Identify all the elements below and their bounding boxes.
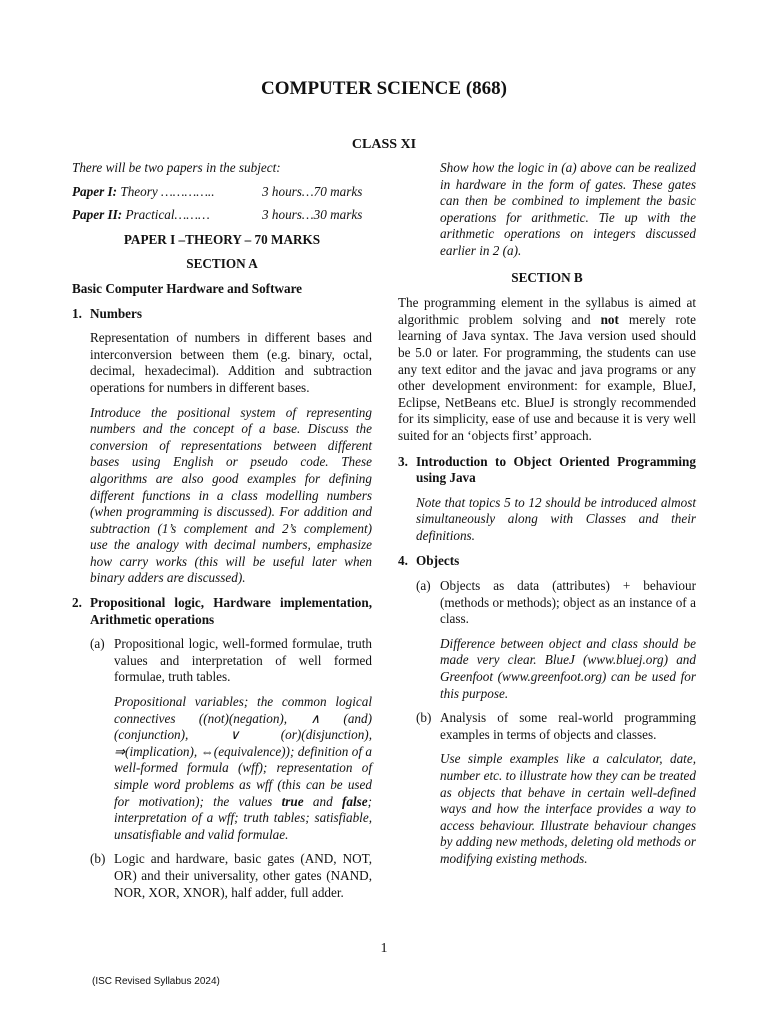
item4-number: 4. <box>398 553 408 569</box>
item4-title: Objects <box>416 553 460 569</box>
item2b-marker: (b) <box>90 851 106 867</box>
item1-title: Numbers <box>90 305 143 321</box>
item3-number: 3. <box>398 453 408 469</box>
left-column <box>72 160 372 901</box>
item2-number: 2. <box>72 595 82 611</box>
item2a-note-part2: ; interpretation of a wff; truth tables; satisfiable, unsatisfiable and valid formulae. <box>114 793 373 842</box>
section-a-heading: SECTION A <box>186 256 258 272</box>
item2a-note <box>72 694 372 843</box>
topic-heading: Basic Computer Hardware and Software <box>72 280 303 296</box>
item4a-note: Difference between object and class should be made very clear. BlueJ (www.bluej.org) and Greenfoot (www.greenfoot.org) can be used for this purpose. <box>440 635 696 701</box>
document-title: COMPUTER SCIENCE (868) <box>261 78 507 99</box>
papers-intro: There will be two papers in the subject: <box>72 160 281 175</box>
false-word: false <box>341 793 368 809</box>
footer-note: (ISC Revised Syllabus 2024) <box>92 976 220 987</box>
item2a-text: Propositional logic, well-formed formulae, truth values and interpretation of well formed formulae, truth tables. <box>114 636 372 685</box>
item2a-note-part1: Propositional variables; the common logical connectives ((not)(negation), ∧ (and)(conjunction), ∨ (or)(disjunction), ⇒(implication), ⇔(equivalence)); definition of a well-formed formula (wff); representation of simple word problems as wff (this can be used for motivation); the values <box>114 694 372 809</box>
right-column <box>398 160 696 868</box>
item1-heading <box>72 306 372 323</box>
item4a-marker: (a) <box>416 578 431 594</box>
item4b-marker: (b) <box>416 710 432 726</box>
item3-heading <box>398 454 696 487</box>
paper2-time: 3 hours…30 marks <box>262 207 363 223</box>
class-heading: CLASS XI <box>351 137 417 152</box>
paper2-label: Paper II: <box>72 207 123 223</box>
paper1-time: 3 hours…70 marks <box>262 183 363 199</box>
item4b-note: Use simple examples like a calculator, date, number etc. to illustrate how they can be treated as objects that behave in certain well-defined ways and how the interface provides a way to access behaviour. Illustrate behaviour changes by adding new methods, deleting old methods or modifying existing methods. <box>440 751 696 866</box>
item3-title: Introduction to Object Oriented Programming using Java <box>416 453 696 486</box>
item4-heading <box>398 553 696 570</box>
item2a-marker: (a) <box>90 636 105 652</box>
paper1-label: Paper I: <box>72 183 118 199</box>
item1-text: Representation of numbers in different bases and interconversion between them (e.g. binary, octal, decimal, hexadecimal). Addition and subtraction operations for numbers in different bases. <box>90 330 372 395</box>
item2-title: Propositional logic, Hardware implementation, Arithmetic operations <box>90 595 372 627</box>
paper-heading: PAPER I –THEORY – 70 MARKS <box>123 231 321 247</box>
not-word: not <box>600 311 619 327</box>
paper1-name: Theory ………….. <box>117 183 215 199</box>
item4b-text: Analysis of some real-world programming examples in terms of objects and classes. <box>440 710 696 742</box>
item2a <box>72 636 372 686</box>
item3-note: Note that topics 5 to 12 should be introduced almost simultaneously along with Classes and their definitions. <box>416 494 696 543</box>
item2-heading <box>72 595 372 628</box>
section-b-text-part1: The programming element in the syllabus is aimed at algorithmic problem solving and <box>398 295 696 327</box>
item2b-text: Logic and hardware, basic gates (AND, NOT, OR) and their universality, other gates (NAND, NOR, XOR, XNOR), half adder, full adder. <box>114 851 372 900</box>
item4a-text: Objects as data (attributes) + behaviour (methods or methods); object as an instance of a class. <box>440 578 696 627</box>
section-b-text-part2: merely rote learning of Java syntax. The Java version used should be 5.0 or later. For programming, the students can use any text editor and the javac and java programs or any other development environment: for example, BlueJ, Eclipse, NetBeans etc. BlueJ is strongly recommended for its simplicity, ease of use and because it is very well suited for an ‘objects first’ approach. <box>398 311 696 443</box>
section-b-text <box>398 295 696 444</box>
item1-number: 1. <box>72 305 82 321</box>
true-word: true <box>281 793 304 809</box>
paper2-row <box>72 207 372 224</box>
gates-note: Show how the logic in (a) above can be realized in hardware in the form of gates. These gates can then be combined to implement the basic operations for arithmetic. Tie up with the arithmetic operations on integers discussed earlier in 2 (a). <box>440 160 696 258</box>
section-b-heading: SECTION B <box>511 269 583 285</box>
item1-note: Introduce the positional system of representing numbers and the concept of a base. Discuss the conversion of representations between different bases using English or pseudo code. These algorithms are also good examples for defining different functions in a class modelling numbers (when programming is discussed). For addition and subtraction (1’s complement and 2’s complement) use the analogy with decimal numbers, emphasize how carry works (this will be useful later when binary adders are discussed). <box>90 404 372 586</box>
item4a <box>398 578 696 628</box>
paper2-name: Practical……… <box>122 207 210 223</box>
and-word: and <box>303 793 342 809</box>
item4b <box>398 710 696 743</box>
page-number: 1 <box>380 941 388 956</box>
paper1-row <box>72 184 372 201</box>
item2b <box>72 851 372 901</box>
